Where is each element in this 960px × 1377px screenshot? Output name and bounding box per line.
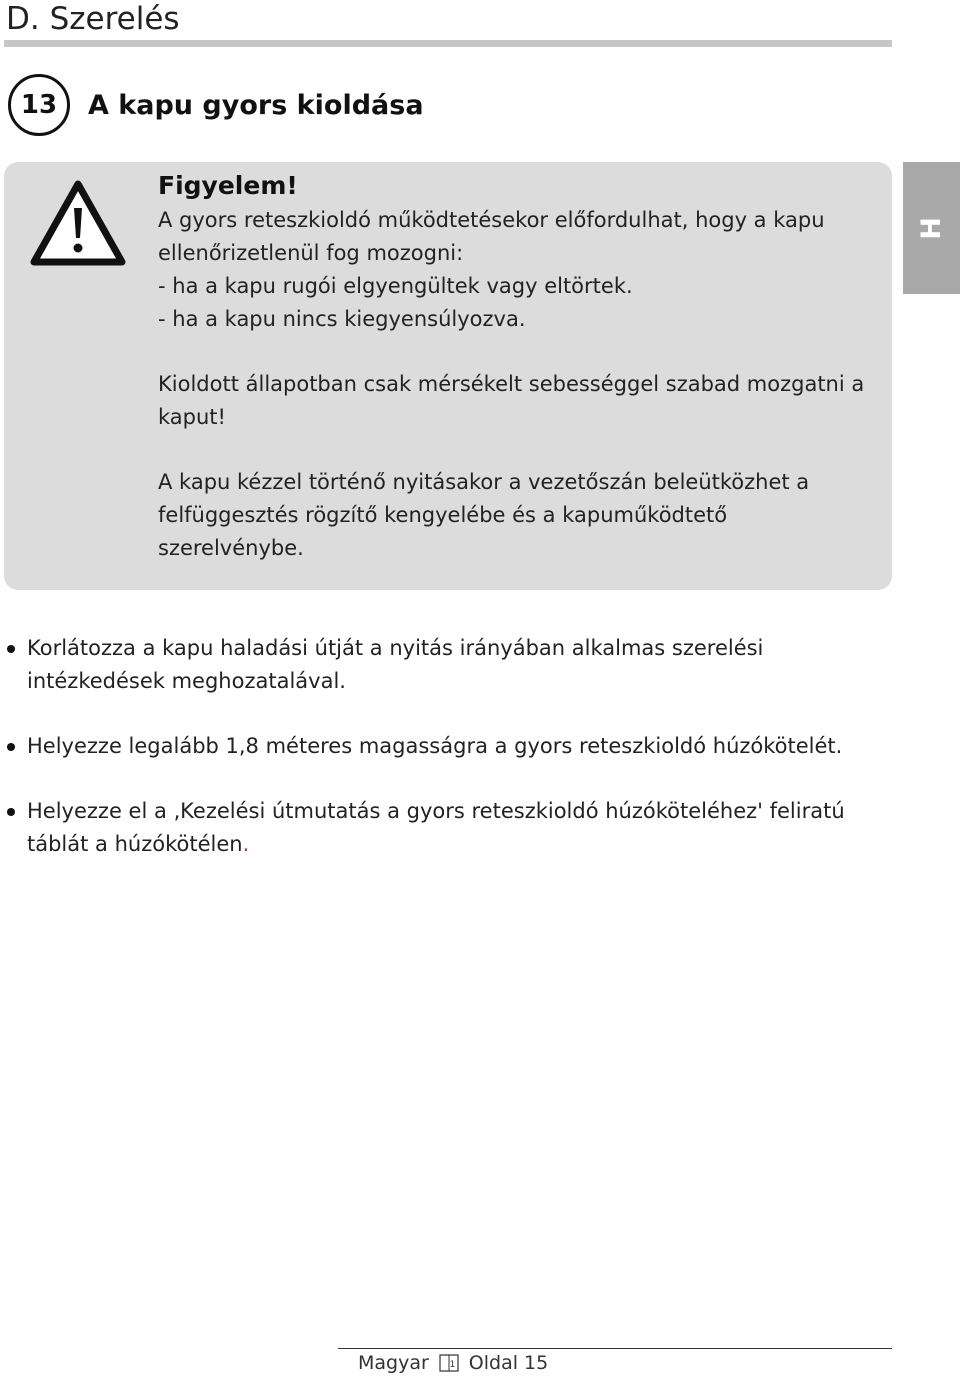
- warning-line: - ha a kapu rugói elgyengültek vagy eltörtek.: [158, 274, 633, 298]
- warning-text: [158, 168, 878, 565]
- step-number-badge: 13: [8, 74, 70, 136]
- footer-page: Oldal 15: [468, 1352, 549, 1374]
- bullet-icon: [7, 645, 15, 653]
- instruction-list: [0, 632, 900, 893]
- warning-line: A gyors reteszkioldó működtetésekor előfordulhat, hogy a kapu ellenőrizetlenül fog mozogni:: [158, 208, 825, 265]
- step-title: A kapu gyors kioldása: [88, 90, 424, 121]
- list-item-text: Helyezze el a ‚Kezelési útmutatás a gyors reteszkioldó húzóköteléhez' feliratú táblát a húzókötélen: [27, 799, 845, 856]
- list-item: [0, 730, 900, 763]
- warning-heading: Figyelem!: [158, 171, 298, 200]
- language-tab: [903, 162, 960, 294]
- footer: [358, 1350, 548, 1376]
- warning-triangle-icon: [30, 180, 126, 266]
- book-number: 1: [449, 1360, 456, 1370]
- warning-paragraph: A kapu kézzel történő nyitásakor a vezetőszán beleütközhet a felfüggesztés rögzítő kengyelébe és a kapuműködtető szerelvénybe.: [158, 470, 810, 560]
- footer-divider: [338, 1348, 892, 1349]
- header-divider: [4, 40, 892, 47]
- warning-line: - ha a kapu nincs kiegyensúlyozva.: [158, 307, 526, 331]
- list-item-text: Helyezze legalább 1,8 méteres magasságra a gyors reteszkioldó húzókötelét.: [27, 734, 843, 758]
- footer-language: Magyar: [358, 1352, 429, 1374]
- section-title: D. Szerelés: [6, 1, 180, 37]
- language-tab-label: H: [915, 216, 947, 240]
- list-item-end: .: [242, 832, 250, 856]
- book-icon: [439, 1353, 459, 1373]
- warning-paragraph: Kioldott állapotban csak mérsékelt sebességgel szabad mozgatni a kaput!: [158, 372, 865, 429]
- list-item: [0, 795, 900, 861]
- list-item: [0, 632, 900, 698]
- bullet-icon: [7, 743, 15, 751]
- bullet-icon: [7, 808, 15, 816]
- list-item-text: Korlátozza a kapu haladási útját a nyitás irányában alkalmas szerelési intézkedések meghozatalával.: [27, 636, 764, 693]
